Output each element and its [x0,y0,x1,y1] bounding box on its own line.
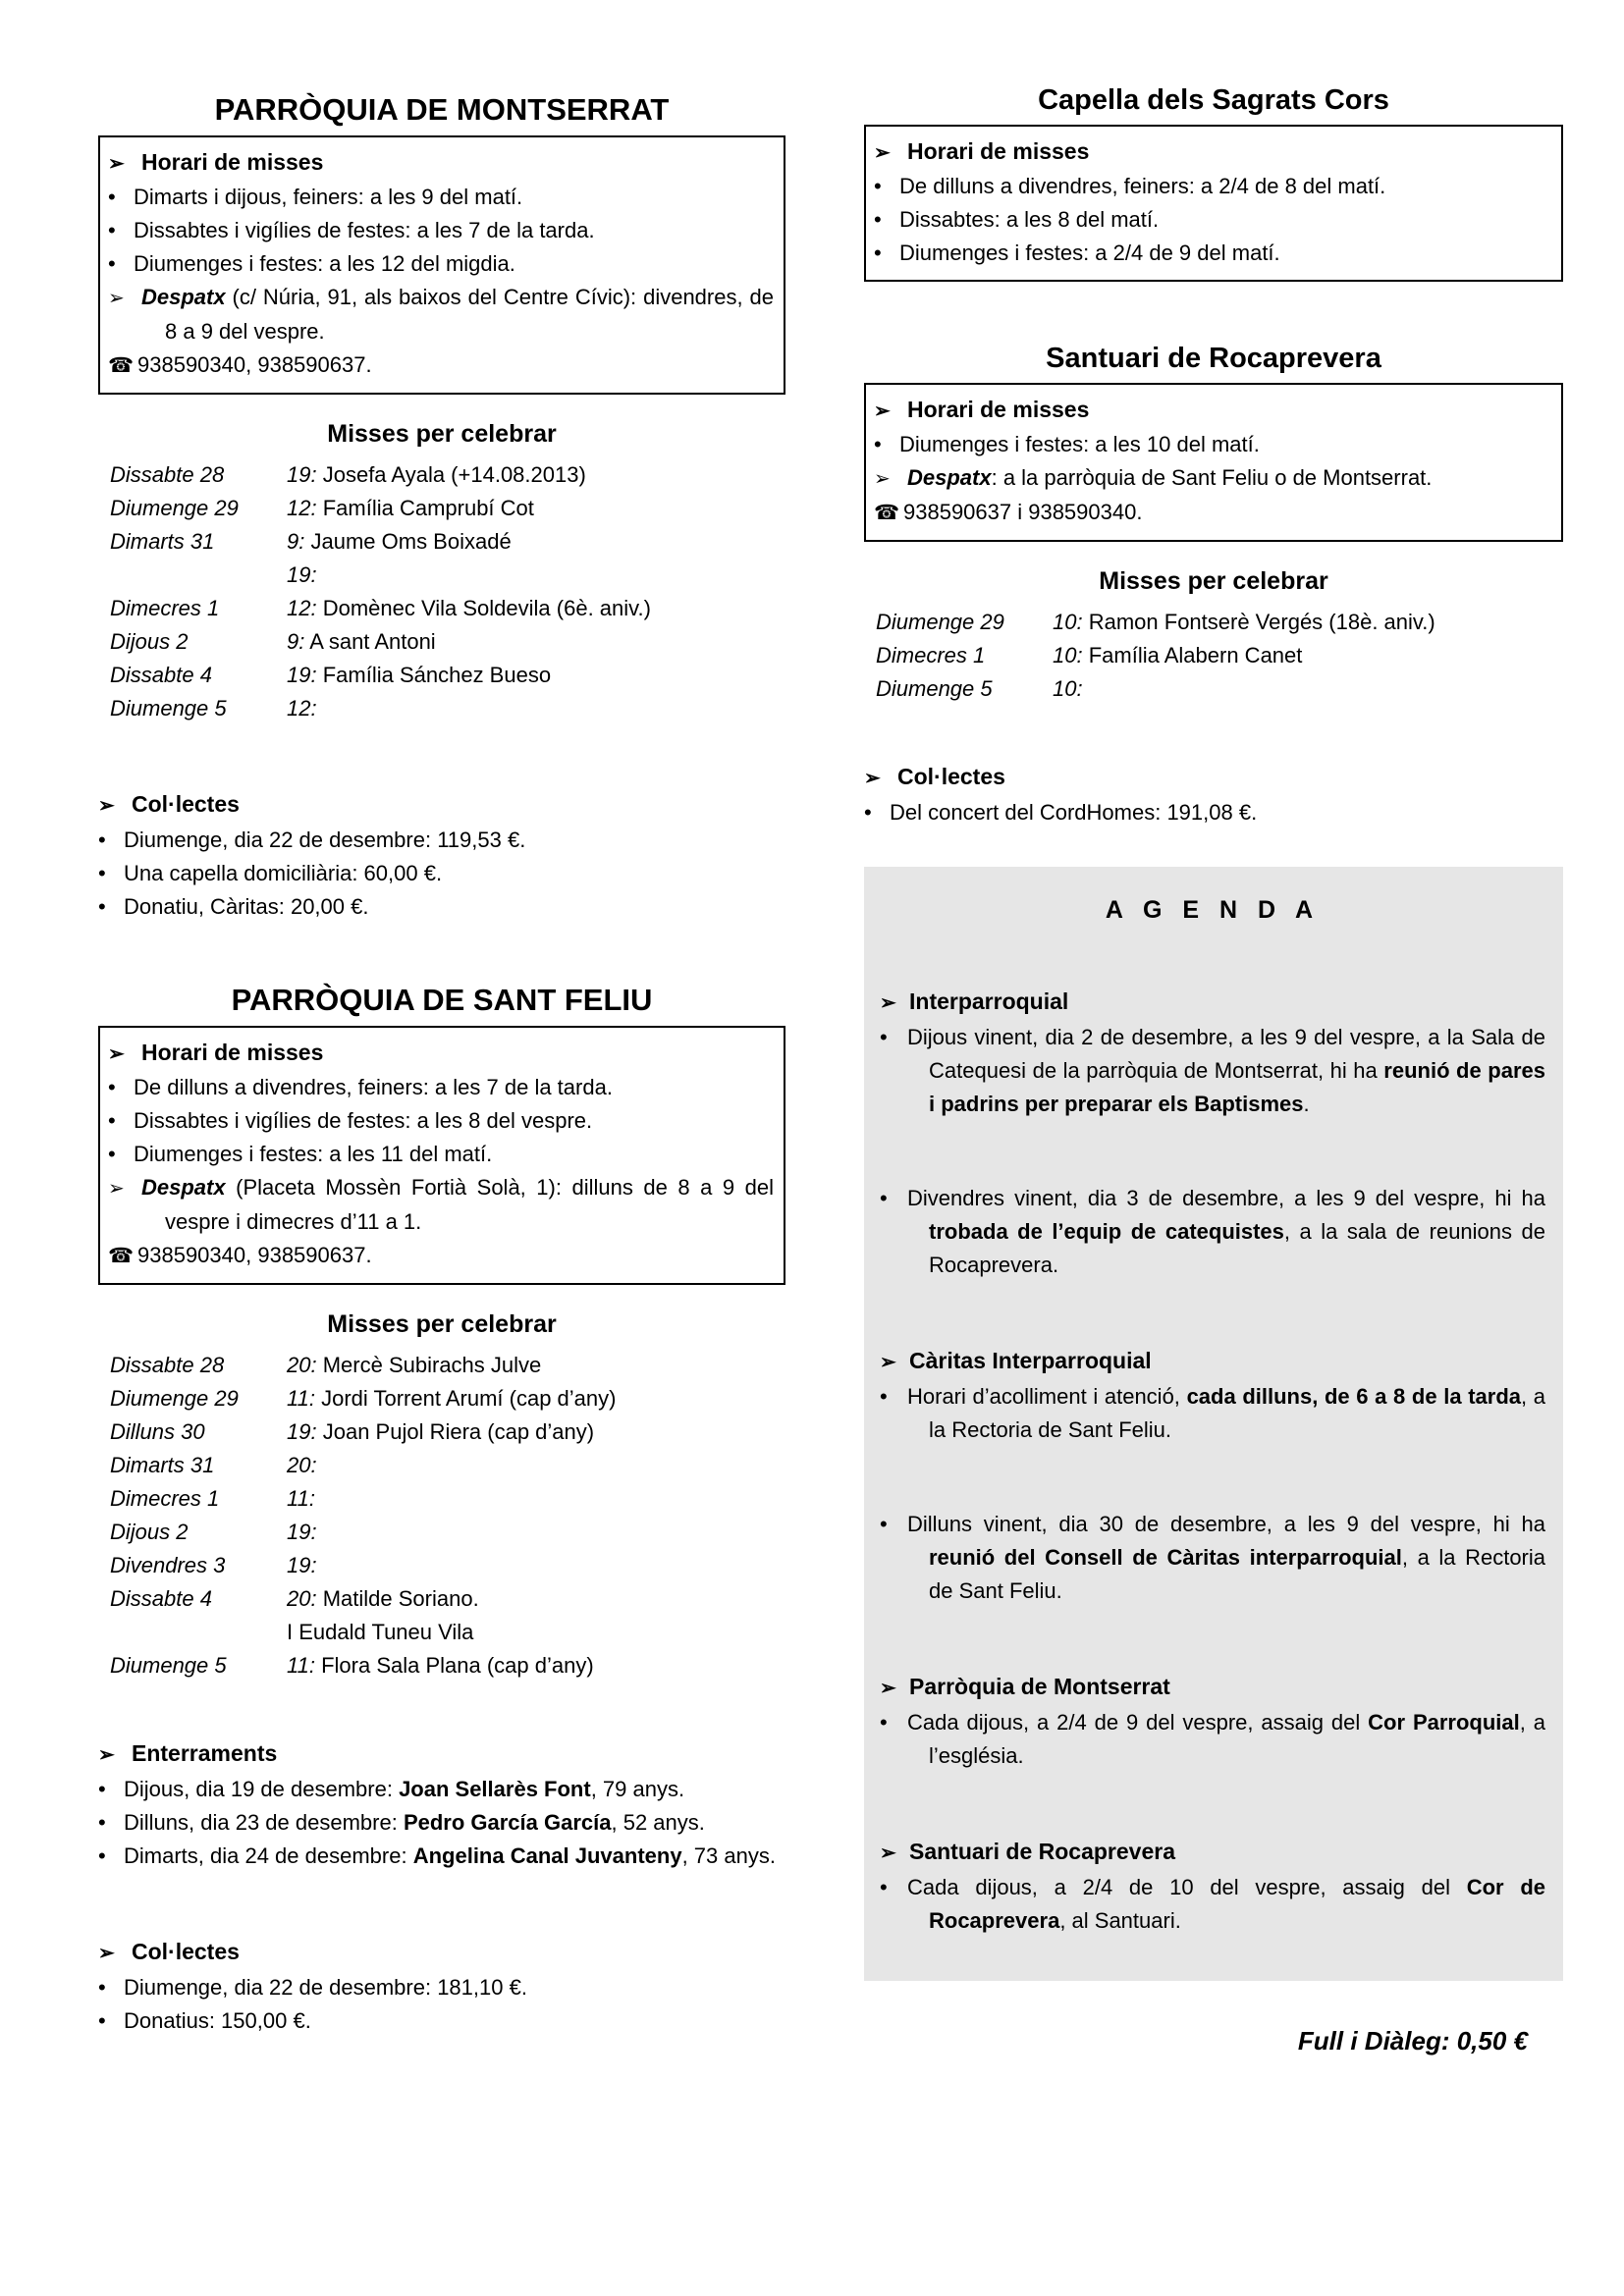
box-line [108,348,774,383]
text-run: Cor de Rocaprevera [929,1875,1545,1933]
text-run: Dilluns vinent, dia 30 de desembre, a les 9 del vespre, hi ha [907,1512,1545,1536]
sant-feliu-misses-heading: Misses per celebrar [327,1310,557,1338]
box-line [108,214,774,247]
text-run: Horari de misses [907,397,1090,422]
mass-row [98,492,785,525]
mass-row [98,1482,785,1516]
box-line [874,170,1551,203]
box-line [874,496,1551,530]
text-run: Pedro García García [403,1810,612,1835]
mass-day: Diumenge 29 [876,610,1004,634]
mass-time: 20: [287,1353,317,1377]
title-rocaprevera: Santuari de Rocaprevera [1046,343,1381,374]
bullet-icon: • [880,1710,888,1735]
mass-entry [287,692,785,725]
mass-row [98,1549,785,1582]
phone-icon: ☎ [108,1245,135,1267]
text-run: Dimarts, dia 24 de desembre: [124,1843,413,1868]
rocaprevera-misses-list [864,606,1563,706]
agenda-section-heading [880,1343,1545,1380]
mass-entry [287,659,785,692]
text-run: trobada de l’equip de catequistes [929,1219,1284,1244]
sant-feliu-enterraments [98,1735,785,1873]
agenda-box [864,867,1563,1981]
bullet-item: • Donatiu, Càritas: 20,00 €. [98,890,785,924]
text-run: . [1303,1092,1310,1116]
mass-entry-line [287,1449,785,1482]
mass-time: 10: [1053,643,1083,667]
mass-entry [1053,639,1563,672]
text-run: 938590637 i 938590340. [903,500,1143,524]
text-run: Horari de misses [141,149,324,175]
bullet-icon: • [98,894,106,919]
mass-time: 11: [287,1653,315,1678]
mass-row [98,1349,785,1382]
mass-day: Dilluns 30 [110,1419,205,1444]
agenda-section-heading-label: Parròquia de Montserrat [909,1674,1170,1699]
mass-entry [287,1649,785,1682]
bullet-item: • Diumenge, dia 22 de desembre: 181,10 €. [98,1971,785,2004]
mass-time: 12: [287,696,317,721]
enterraments-heading-label: Enterraments [132,1740,278,1766]
arrow-icon: ➢ [874,142,891,164]
bullet-icon: • [880,1025,888,1049]
bullet-icon: • [98,1975,106,2000]
mass-entry [287,1415,785,1449]
mass-row [98,692,785,725]
bullet-item: • Del concert del CordHomes: 191,08 €. [864,796,1563,829]
arrow-icon: ➢ [108,153,125,175]
mass-row [98,1382,785,1415]
text-run: Horari de misses [907,138,1090,164]
mass-entry-line: 11: Flora Sala Plana (cap d’any) [287,1653,594,1678]
agenda-section-heading-label: Interparroquial [909,988,1069,1014]
sant-feliu-collectes [98,1934,785,2038]
arrow-icon: ➢ [874,400,891,422]
mass-time: 19: [287,663,317,687]
mass-time: 9: [287,629,305,654]
rocaprevera-collectes-list [864,796,1563,829]
mass-time: 20: [287,1586,317,1611]
box-line [108,281,774,348]
text-run: , 79 anys. [590,1777,685,1801]
box-line [874,428,1551,461]
mass-entry-line: 19: Família Sánchez Bueso [287,663,552,687]
mass-day: Dissabte 28 [110,462,225,487]
arrow-icon: ➢ [98,1744,115,1766]
mass-entry-line: 20: Matilde Soriano. [287,1586,479,1611]
mass-day: Dijous 2 [110,629,189,654]
box-line [874,203,1551,237]
text-run: Dilluns, dia 23 de desembre: [124,1810,404,1835]
mass-entry-line [287,692,785,725]
mass-time: 19: [287,1553,317,1577]
text-run: Dissabtes i vigílies de festes: a les 7 de la tarda. [134,218,595,242]
mass-time: 10: [1053,676,1083,701]
arrow-icon: ➢ [98,795,115,817]
mass-entry-line: 19: Joan Pujol Riera (cap d’any) [287,1419,595,1444]
mass-time: 20: [287,1453,317,1477]
mass-entry-line [1053,672,1563,706]
bullet-icon: • [108,1108,116,1133]
mass-row [98,1582,785,1649]
text-run: , a la Rectoria de Sant Feliu. [929,1545,1545,1603]
bullet-item [98,1806,785,1840]
box-line [874,237,1551,270]
bullet-icon: • [98,861,106,885]
mass-entry-line: 9: Jaume Oms Boixadé [287,529,512,554]
arrow-icon: ➢ [108,1043,125,1065]
box-line [108,1104,774,1138]
box-line [108,247,774,281]
sant-feliu-collectes-heading-label: Col·lectes [132,1939,240,1964]
agenda-bullet [880,1021,1545,1121]
phone-icon: ☎ [874,502,900,524]
agenda-section-heading [880,1834,1545,1871]
text-run: Despatx [907,465,992,490]
bullet-icon: • [880,1875,888,1899]
mass-entry [1053,606,1563,639]
mass-day: Dijous 2 [110,1520,189,1544]
mass-time: 9: [287,529,305,554]
text-run: reunió del Consell de Càritas interparroquial [929,1545,1402,1570]
price-footer: Full i Diàleg: 0,50 € [1297,2026,1528,2056]
parish-title-sant-feliu: PARRÒQUIA DE SANT FELIU [231,983,653,1017]
text-run: , al Santuari. [1059,1908,1181,1933]
bullet-icon: • [874,207,882,232]
bullet-icon: • [874,432,882,456]
box-line [108,1239,774,1273]
agenda-bullet [880,1508,1545,1608]
mass-time: 11: [287,1386,315,1411]
enterraments-list [98,1773,785,1873]
agenda-bullet [880,1706,1545,1773]
arrow-icon: ➢ [108,288,125,309]
text-run: cada dilluns, de 6 a 8 de la tarda [1186,1384,1521,1409]
mass-entry [287,625,785,659]
arrow-icon: ➢ [880,1842,896,1864]
mass-entry-line [287,1482,785,1516]
arrow-icon: ➢ [864,768,881,789]
text-run: Diumenges i festes: a les 12 del migdia. [134,251,515,276]
bullet-icon: • [108,251,116,276]
montserrat-collectes [98,786,785,924]
bullet-icon: • [108,185,116,209]
text-run: Despatx [141,1175,226,1200]
box-line [108,145,774,181]
montserrat-misses-list [98,458,785,725]
mass-entry [287,458,785,492]
bullet-icon: • [874,240,882,265]
arrow-icon: ➢ [98,1943,115,1964]
sant-feliu-collectes-heading [98,1934,785,1971]
mass-entry-line: 10: Família Alabern Canet [1053,643,1303,667]
mass-entry [287,1549,785,1582]
bullet-icon: • [108,1075,116,1099]
mass-entry-line: I Eudald Tuneu Vila [287,1620,474,1644]
montserrat-misses-heading: Misses per celebrar [327,420,557,448]
text-run: Diumenges i festes: a les 11 del matí. [134,1142,493,1166]
box-line [874,134,1551,170]
mass-time: 11: [287,1486,315,1511]
rocaprevera-misses-heading: Misses per celebrar [1099,567,1328,595]
rocaprevera-horari-box [864,383,1563,542]
text-run: , 73 anys. [681,1843,776,1868]
text-run: Divendres vinent, dia 3 de desembre, a les 9 del vespre, hi ha [907,1186,1545,1210]
mass-row [864,639,1563,672]
bullet-icon: • [98,828,106,852]
box-line [108,181,774,214]
text-run: Dissabtes i vigílies de festes: a les 8 del vespre. [134,1108,593,1133]
bullet-icon: • [880,1384,888,1409]
text-run: Cada dijous, a 2/4 de 10 del vespre, assaig del [907,1875,1467,1899]
mass-entry-line [287,1549,785,1582]
box-line [108,1036,774,1071]
rocaprevera-collectes [864,759,1563,829]
text-run: De dilluns a divendres, feiners: a 2/4 de 8 del matí. [899,174,1386,198]
bullet-item: • Diumenge, dia 22 de desembre: 119,53 €. [98,824,785,857]
mass-entry-line: 11: Jordi Torrent Arumí (cap d’any) [287,1386,617,1411]
mass-row [98,1449,785,1482]
bullet-icon: • [880,1512,888,1536]
text-run: , a la sala de reunions de Rocaprevera. [929,1219,1545,1277]
phone-icon: ☎ [108,354,135,377]
rocaprevera-collectes-heading [864,759,1563,796]
mass-entry-line: 10: Ramon Fontserè Vergés (18è. aniv.) [1053,610,1435,634]
mass-day: Dissabte 4 [110,1586,212,1611]
mass-entry [287,592,785,625]
mass-day: Diumenge 5 [110,1653,227,1678]
mass-row [98,592,785,625]
mass-day: Diumenge 29 [110,1386,239,1411]
sagrats-cors-horari-box [864,125,1563,282]
agenda-title: A G E N D A [1105,896,1321,924]
agenda-section-heading-label: Càritas Interparroquial [909,1348,1152,1373]
title-sagrats-cors: Capella dels Sagrats Cors [1038,84,1389,116]
text-run: 938590340, 938590637. [137,1243,372,1267]
box-line [108,1138,774,1171]
enterraments-heading [98,1735,785,1773]
text-run: Cor Parroquial [1368,1710,1520,1735]
mass-day: Diumenge 29 [110,496,239,520]
mass-day: Diumenge 5 [876,676,993,701]
mass-entry [287,1382,785,1415]
left-column [98,0,785,2038]
agenda-bullet [880,1871,1545,1938]
text-run: Horari de misses [141,1040,324,1065]
arrow-icon: ➢ [108,1178,125,1200]
arrow-icon: ➢ [880,1352,896,1373]
mass-day: Divendres 3 [110,1553,226,1577]
right-column [864,0,1563,2056]
text-run: reunió de pares i padrins per preparar els Baptismes [929,1058,1545,1116]
bullet-icon: • [98,1843,106,1868]
section-rocaprevera [864,343,1563,706]
arrow-icon: ➢ [880,992,896,1014]
text-run: (Placeta Mossèn Fortià Solà, 1): dilluns de 8 a 9 del vespre i dimecres d’11 a 1. [165,1175,774,1234]
arrow-icon: ➢ [880,1678,896,1699]
section-montserrat [98,92,785,924]
text-run: , 52 anys. [611,1810,705,1835]
mass-day: Dissabte 28 [110,1353,225,1377]
text-run: , a la Rectoria de Sant Feliu. [929,1384,1545,1442]
mass-time: 19: [287,562,317,587]
mass-entry-line: 12: Domènec Vila Soldevila (6è. aniv.) [287,596,651,620]
text-run: Dissabtes: a les 8 del matí. [899,207,1160,232]
arrow-icon: ➢ [874,468,891,490]
bullet-icon: • [864,800,872,825]
mass-entry [287,1349,785,1382]
mass-day: Dimecres 1 [110,1486,220,1511]
agenda-section-heading [880,1669,1545,1706]
mass-entry-line: 12: Família Camprubí Cot [287,496,534,520]
mass-row [864,606,1563,639]
agenda-bullet [880,1380,1545,1447]
mass-day: Dimarts 31 [110,1453,215,1477]
box-line [874,461,1551,496]
mass-time: 19: [287,462,317,487]
text-run: Dijous vinent, dia 2 de desembre, a les 9 del vespre, a la Sala de Catequesi de la parròquia de Montserrat, hi ha [907,1025,1545,1083]
parish-title-montserrat: PARRÒQUIA DE MONTSERRAT [214,92,670,127]
section-sant-feliu [98,983,785,2038]
mass-entry-line: 20: Mercè Subirachs Julve [287,1353,542,1377]
agenda-bullet [880,1182,1545,1282]
text-run: , a l’església. [929,1710,1545,1768]
mass-row [98,625,785,659]
montserrat-collectes-list [98,824,785,924]
text-run: De dilluns a divendres, feiners: a les 7 de la tarda. [134,1075,613,1099]
box-line [108,1071,774,1104]
text-run: Diumenges i festes: a 2/4 de 9 del matí. [899,240,1280,265]
sant-feliu-horari-box [98,1026,785,1285]
text-run: Diumenges i festes: a les 10 del matí. [899,432,1260,456]
mass-time: 19: [287,1520,317,1544]
bullet-icon: • [874,174,882,198]
box-line [108,1171,774,1239]
mass-row [98,458,785,492]
bullet-icon: • [108,1142,116,1166]
agenda-section-heading-label: Santuari de Rocaprevera [909,1839,1176,1864]
mass-entry [287,492,785,525]
text-run: Horari d’acolliment i atenció, [907,1384,1187,1409]
bullet-item: • Una capella domiciliària: 60,00 €. [98,857,785,890]
mass-day: Dimecres 1 [876,643,986,667]
mass-entry-line: 9: A sant Antoni [287,629,436,654]
text-run: (c/ Núria, 91, als baixos del Centre Cívic): divendres, de 8 a 9 del vespre. [165,285,774,344]
mass-entry [287,525,785,592]
mass-row [98,659,785,692]
mass-entry [287,1516,785,1549]
bullet-item [98,1773,785,1806]
montserrat-horari-box [98,135,785,395]
mass-day: Diumenge 5 [110,696,227,721]
montserrat-collectes-heading-label: Col·lectes [132,791,240,817]
sant-feliu-misses-list [98,1349,785,1682]
montserrat-collectes-heading [98,786,785,824]
bullet-icon: • [98,1777,106,1801]
text-run: 938590340, 938590637. [137,352,372,377]
text-run: Despatx [141,285,226,309]
mass-time: 12: [287,496,317,520]
sant-feliu-collectes-list [98,1971,785,2038]
text-run: : a la parròquia de Sant Feliu o de Montserrat. [991,465,1433,490]
box-line [874,393,1551,428]
mass-entry [287,1582,785,1649]
mass-row [98,1516,785,1549]
mass-row [98,525,785,592]
text-run: Cada dijous, a 2/4 de 9 del vespre, assaig del [907,1710,1369,1735]
mass-entry-line: 19: Josefa Ayala (+14.08.2013) [287,462,586,487]
bullet-icon: • [98,1810,106,1835]
mass-entry [1053,672,1563,706]
mass-entry-line [287,1516,785,1549]
mass-time: 19: [287,1419,317,1444]
rocaprevera-collectes-heading-label: Col·lectes [897,764,1005,789]
text-run: Angelina Canal Juvanteny [412,1843,682,1868]
agenda-section-heading [880,984,1545,1021]
agenda-sections [880,984,1545,1938]
mass-day: Dimecres 1 [110,596,220,620]
mass-time: 12: [287,596,317,620]
text-run: Dijous, dia 19 de desembre: [124,1777,400,1801]
mass-entry-line [287,559,785,592]
mass-row [98,1649,785,1682]
mass-entry [287,1482,785,1516]
text-run: Joan Sellarès Font [399,1777,591,1801]
bullet-icon: • [880,1186,888,1210]
mass-day: Dimarts 31 [110,529,215,554]
bullet-icon: • [108,218,116,242]
bullet-item [98,1840,785,1873]
mass-entry [287,1449,785,1482]
mass-day: Dissabte 4 [110,663,212,687]
text-run: Dimarts i dijous, feiners: a les 9 del matí. [134,185,523,209]
mass-row [864,672,1563,706]
section-sagrats-cors [864,84,1563,282]
mass-row [98,1415,785,1449]
bullet-item: • Donatius: 150,00 €. [98,2004,785,2038]
mass-time: 10: [1053,610,1083,634]
bullet-icon: • [98,2008,106,2033]
